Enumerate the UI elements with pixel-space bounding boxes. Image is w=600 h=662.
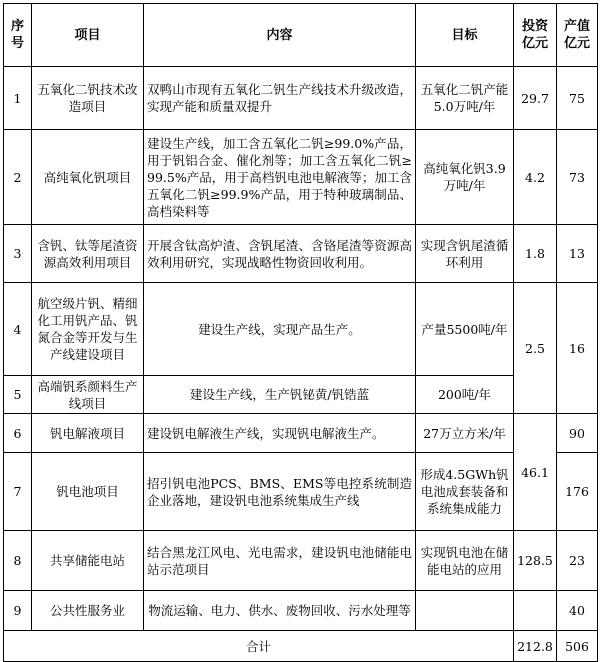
row-target: 五氧化二钒产能5.0万吨/年 [416,67,514,130]
total-row [4,631,598,662]
row-project: 高纯氧化钒项目 [32,130,144,225]
row-target: 27万立方米/年 [416,414,514,453]
row-investment: 2.5 [514,283,557,414]
header-target: 目标 [416,4,514,67]
table-row [4,225,598,283]
header-content: 内容 [144,4,416,67]
table-row [4,130,598,225]
row-output: 16 [557,283,598,414]
row-investment: 1.8 [514,225,557,283]
row-no: 2 [4,130,32,225]
row-no: 7 [4,453,32,531]
row-investment: 46.1 [514,414,557,531]
header-investment: 投资亿元 [514,4,557,67]
row-investment: 4.2 [514,130,557,225]
row-no: 8 [4,531,32,591]
row-content: 双鸭山市现有五氧化二钒生产线技术升级改造，实现产能和质量双提升 [144,67,416,130]
project-table [3,3,598,662]
row-target: 高纯氧化钒3.9万吨/年 [416,130,514,225]
row-investment: 29.7 [514,67,557,130]
total-label: 合计 [4,631,514,662]
table-row [4,283,598,376]
row-target: 200吨/年 [416,376,514,414]
row-no: 1 [4,67,32,130]
row-project: 钒电解液项目 [32,414,144,453]
row-output: 90 [557,414,598,453]
table-row [4,591,598,631]
row-project: 含钒、钛等尾渣资源高效利用项目 [32,225,144,283]
row-content: 建设钒电解液生产线，实现钒电解液生产。 [144,414,416,453]
row-project: 钒电池项目 [32,453,144,531]
row-target [416,591,514,631]
header-output: 产值亿元 [557,4,598,67]
table-row [4,376,598,414]
row-no: 6 [4,414,32,453]
row-investment [514,591,557,631]
row-output: 23 [557,531,598,591]
row-no: 3 [4,225,32,283]
row-output: 13 [557,225,598,283]
table-row [4,414,598,453]
table-row [4,531,598,591]
row-output: 75 [557,67,598,130]
row-output: 73 [557,130,598,225]
row-target: 实现含钒尾渣循环利用 [416,225,514,283]
row-target: 实现钒电池在储能电站的应用 [416,531,514,591]
row-content: 建设生产线，生产钒铋黄/钒锆蓝 [144,376,416,414]
row-content: 物流运输、电力、供水、废物回收、污水处理等 [144,591,416,631]
row-target: 产量5500吨/年 [416,283,514,376]
row-project: 航空级片钒、精细化工用钒产品、钒氮合金等开发与生产线建设项目 [32,283,144,376]
row-output: 40 [557,591,598,631]
header-project: 项目 [32,4,144,67]
total-investment: 212.8 [514,631,557,662]
table-row [4,67,598,130]
row-content: 建设生产线，加工含五氧化二钒≥99.0%产品，用于钒铝合金、催化剂等；加工含五氧化二钒≥99.5%产品，用于高档钒电池电解液等；加工含五氧化二钒≥99.9%产品，用于特种玻璃制品、高档染料等 [144,130,416,225]
row-project: 共享储能电站 [32,531,144,591]
row-investment: 128.5 [514,531,557,591]
total-output: 506 [557,631,598,662]
header-row [4,4,598,67]
row-project: 公共性服务业 [32,591,144,631]
row-no: 5 [4,376,32,414]
row-target: 形成4.5GWh钒电池成套装备和系统集成能力 [416,453,514,531]
row-content: 招引钒电池PCS、BMS、EMS等电控系统制造企业落地，建设钒电池系统集成生产线 [144,453,416,531]
row-content: 结合黑龙江风电、光电需求，建设钒电池储能电站示范项目 [144,531,416,591]
row-project: 高端钒系颜料生产线项目 [32,376,144,414]
header-no: 序号 [4,4,32,67]
row-output: 176 [557,453,598,531]
row-content: 建设生产线，实现产品生产。 [144,283,416,376]
row-no: 4 [4,283,32,376]
table-row [4,453,598,531]
row-project: 五氧化二钒技术改造项目 [32,67,144,130]
row-content: 开展含钛高炉渣、含钒尾渣、含铬尾渣等资源高效利用研究，实现战略性物资回收利用。 [144,225,416,283]
row-no: 9 [4,591,32,631]
